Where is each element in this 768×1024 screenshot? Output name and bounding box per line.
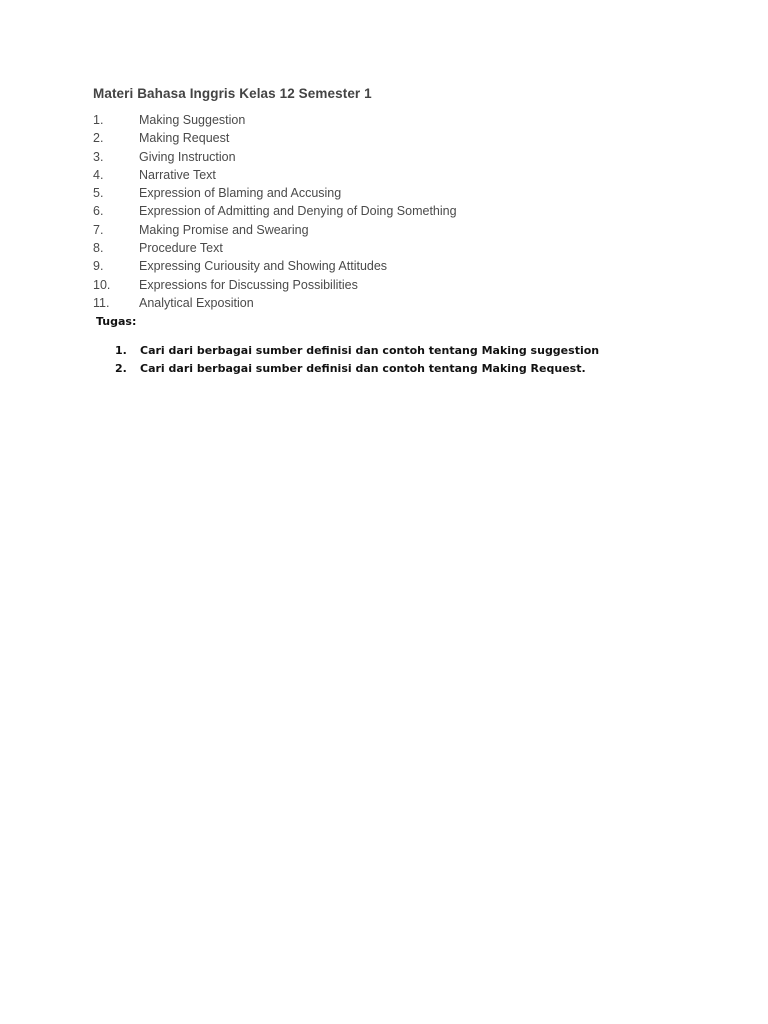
list-item-number: 3.	[93, 149, 104, 164]
list-item-number: 6.	[93, 204, 104, 219]
list-item-text: Expressing Curiousity and Showing Attitudes	[139, 259, 388, 274]
task-item	[115, 342, 599, 360]
document-title: Materi Bahasa Inggris Kelas 12 Semester 1	[93, 86, 372, 101]
list-item	[93, 202, 457, 220]
task-item-text: Cari dari berbagai sumber definisi dan contoh tentang Making suggestion	[140, 344, 600, 357]
list-item-text: Narrative Text	[139, 167, 216, 182]
tugas-heading: Tugas:	[96, 315, 137, 328]
list-item	[93, 257, 457, 275]
list-item	[93, 184, 457, 202]
list-item-number: 1.	[93, 113, 104, 127]
list-item	[93, 221, 457, 239]
list-item-text: Expressions for Discussing Possibilities	[139, 277, 358, 292]
topic-list	[93, 111, 457, 312]
task-item-number: 1.	[115, 344, 127, 357]
list-item-number: 8.	[93, 241, 104, 256]
list-item-number: 9.	[93, 259, 104, 274]
list-item	[93, 166, 457, 184]
list-item	[93, 239, 457, 257]
list-item-number: 11.	[93, 295, 110, 310]
task-item-text: Cari dari berbagai sumber definisi dan contoh tentang Making Request.	[140, 362, 586, 375]
list-item-text: Making Suggestion	[139, 113, 246, 127]
list-item-text: Giving Instruction	[139, 149, 236, 164]
list-item	[93, 148, 457, 166]
list-item-number: 4.	[93, 167, 104, 182]
list-item-text: Making Request	[139, 131, 230, 146]
task-list	[115, 342, 599, 378]
list-item-text: Expression of Blaming and Accusing	[139, 186, 342, 201]
list-item	[93, 276, 457, 294]
list-item-text: Making Promise and Swearing	[139, 222, 309, 237]
list-item-number: 10.	[93, 277, 111, 292]
list-item	[93, 294, 457, 312]
list-item	[93, 129, 457, 147]
list-item-text: Procedure Text	[139, 241, 223, 256]
list-item-text: Analytical Exposition	[139, 295, 254, 310]
list-item-text: Expression of Admitting and Denying of Doing Something	[139, 204, 457, 219]
list-item-number: 7.	[93, 222, 104, 237]
list-item	[93, 111, 457, 129]
list-item-number: 2.	[93, 131, 104, 146]
task-item-number: 2.	[115, 362, 127, 375]
task-item	[115, 360, 599, 378]
list-item-number: 5.	[93, 186, 104, 201]
